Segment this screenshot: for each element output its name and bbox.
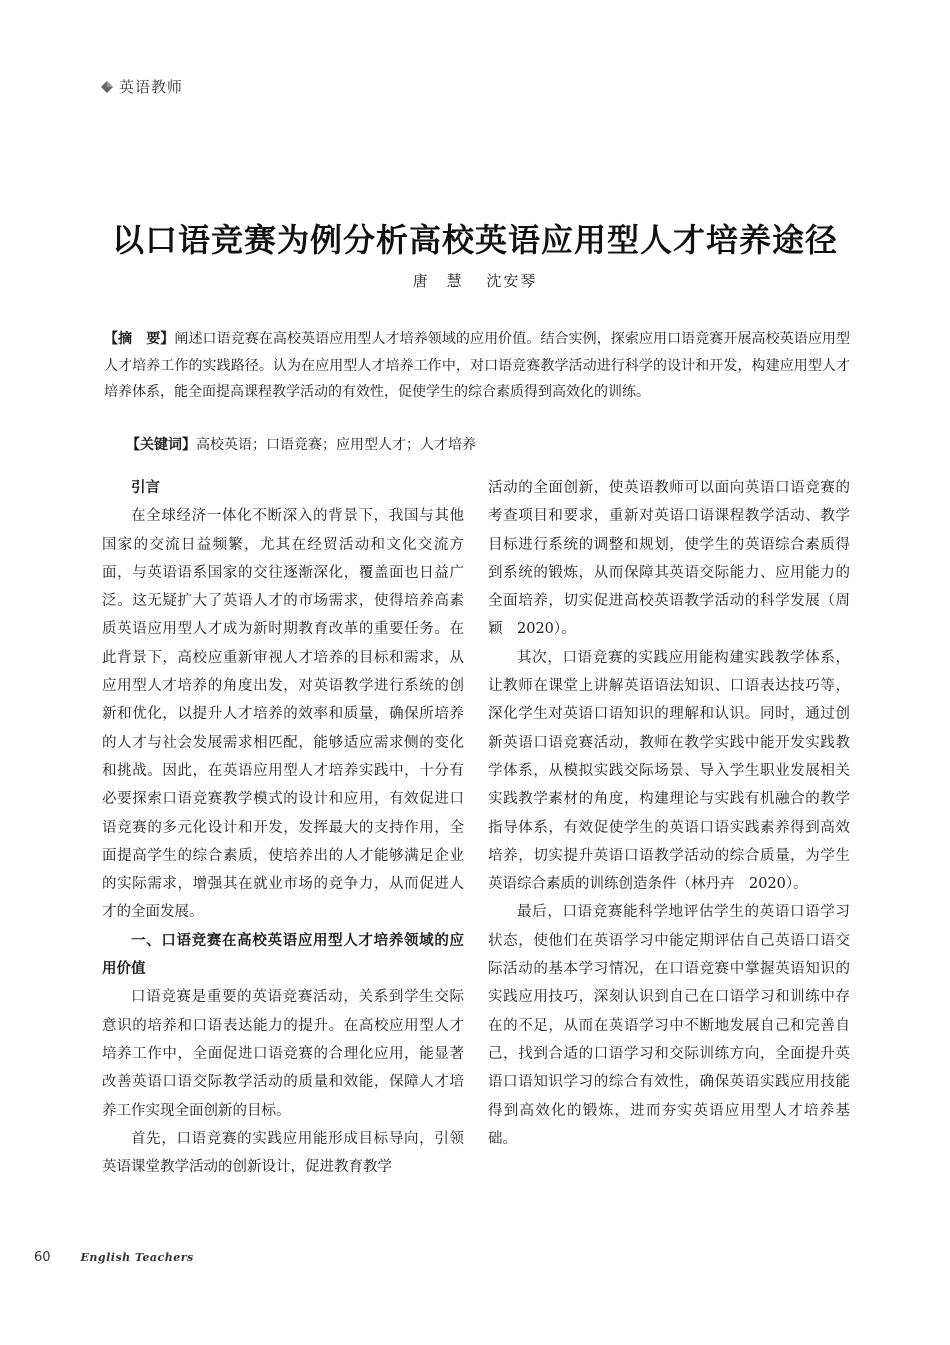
paragraph: 首先，口语竞赛的实践应用能形成目标导向，引领英语课堂教学活动的创新设计，促进教育教学 xyxy=(102,1130,464,1176)
author-name: 唐 慧 xyxy=(412,272,464,290)
page-footer xyxy=(34,1250,194,1265)
keywords xyxy=(126,432,850,458)
paragraph-continued: 活动的全面创新，使英语教师可以面向英语口语竞赛的考查项目和要求，重新对英语口语课程教学活动、教学目标进行系统的调整和规划，使学生的英语综合素质得到系统的锻炼，从而保障其英语交际能力、应用能力的全面培养，切实促进高校英语教学活动的科学发展（周颖 2020）。 xyxy=(488,480,850,638)
paragraph: 在全球经济一体化不断深入的背景下，我国与其他国家的交流日益频繁，尤其在经贸活动和文化交流方面，与英语语系国家的交往逐渐深化，覆盖面也日益广泛。这无疑扩大了英语人才的市场需求，使得培养高素质英语应用型人才成为新时期教育改革的重要任务。在此背景下，高校应重新审视人才培养的目标和需求，从应用型人才培养的角度出发，对英语教学进行系统的创新和优化，以提升人才培养的效率和质量，确保所培养的人才与社会发展需求相匹配，能够适应需求侧的变化和挑战。因此，在英语应用型人才培养实践中，十分有必要探索口语竞赛教学模式的设计和应用，有效促进口语竞赛的多元化设计和开发，发挥最大的支持作用，全面提高学生的综合素质，使培养出的人才能够满足企业的实际需求，增强其在就业市场的竞争力，从而促进人才的全面发展。 xyxy=(102,508,464,921)
journal-header xyxy=(101,76,183,97)
article-title: 以口语竞赛为例分析高校英语应用型人才培养途径 xyxy=(111,221,838,259)
journal-name: English Teachers xyxy=(80,1251,194,1264)
paragraph: 最后，口语竞赛能科学地评估学生的英语口语学习状态，使他们在英语学习中能定期评估自己英语口语交际活动的基本学习情况，在口语竞赛中掌握英语知识的实践应用技巧，深刻认识到自己在口语学习和训练中存在的不足，从而在英语学习中不断地发展自己和完善自己，找到合适的口语学习和交际训练方向，全面提升英语口语知识学习的综合有效性，确保英语实践应用技能得到高效化的锻炼，进而夯实英语应用型人才培养基础。 xyxy=(488,904,850,1147)
paragraph: 其次，口语竞赛的实践应用能构建实践教学体系，让教师在课堂上讲解英语语法知识、口语表达技巧等，深化学生对英语口语知识的理解和认识。同时，通过创新英语口语竞赛活动，教师在教学实践中能开发实践教学体系，从模拟实践交际场景、导入学生职业发展相关实践教学素材的角度，构建理论与实践有机融合的教学指导体系，有效促使学生的英语口语实践素养得到高效培养，切实提升英语口语教学活动的综合质量，为学生英语综合素质的训练创造条件（林丹卉 2020）。 xyxy=(488,649,850,893)
keywords-label: 【关键词】 xyxy=(126,437,196,453)
abstract xyxy=(104,326,850,406)
article-authors xyxy=(0,270,950,291)
abstract-label: 【摘 要】 xyxy=(104,331,175,347)
abstract-text: 阐述口语竞赛在高校英语应用型人才培养领域的应用价值。结合实例，探索应用口语竞赛开展高校英语应用型人才培养工作的实践路径。认为在应用型人才培养工作中，对口语竞赛教学活动进行科学的设计和开发，构建应用型人才培养体系，能全面提高课程教学活动的有效性，促使学生的综合素质得到高效化的训练。 xyxy=(104,331,851,400)
keywords-text: 高校英语；口语竞赛；应用型人才；人才培养 xyxy=(196,437,476,453)
paragraph: 口语竞赛是重要的英语竞赛活动，关系到学生交际意识的培养和口语表达能力的提升。在高校应用型人才培养工作中，全面促进口语竞赛的合理化应用，能显著改善英语口语交际教学活动的质量和效能，保障人才培养工作实现全面创新的目标。 xyxy=(102,989,464,1119)
section-heading-intro: 引言 xyxy=(131,480,160,496)
page-number: 60 xyxy=(34,1250,51,1265)
section-heading-1: 一、口语竞赛在高校英语应用型人才培养领域的应用价值 xyxy=(102,932,464,978)
left-column xyxy=(102,474,464,1181)
diamond-icon xyxy=(101,81,113,93)
author-name: 沈安琴 xyxy=(486,272,538,290)
journal-section-name: 英语教师 xyxy=(119,78,184,96)
right-column xyxy=(488,474,850,1153)
